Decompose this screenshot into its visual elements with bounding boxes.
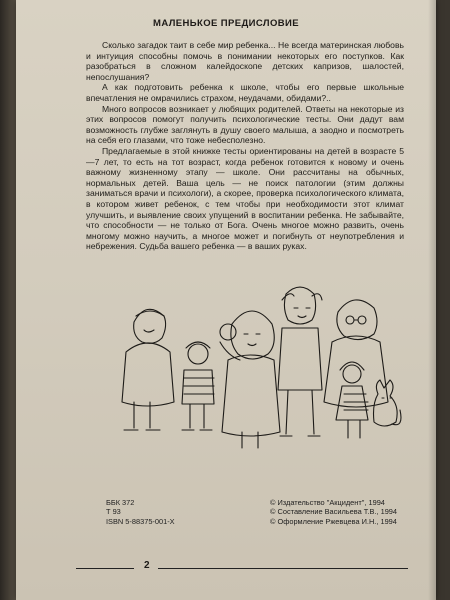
isbn: ISBN 5-88375-001-X xyxy=(106,516,175,526)
footer-rule-left xyxy=(76,568,134,569)
copyright-block xyxy=(270,498,397,526)
page-number: 2 xyxy=(144,560,150,571)
cat-figure xyxy=(374,380,402,426)
family-illustration xyxy=(116,282,406,454)
book-page xyxy=(16,0,436,600)
girl-figure xyxy=(336,362,368,438)
copyright-line: © Оформление Ржевцева И.Н., 1994 xyxy=(270,516,397,526)
paragraph: Сколько загадок таит в себе мир ребенка... Не всегда материнская любовь и интуиция способны помочь в понимании некоторых его поступков. Как разобраться в сложном калейдоскопе детских капризов, шалостей, непослушания? xyxy=(86,40,404,82)
paragraph: Много вопросов возникает у любящих родителей. Ответы на некоторые из этих вопросов помогут получить психологические тесты. Они дадут вам возможность глубже заглянуть в душу своего малыша, а заодно и посмотреть на себя его глазами, что тоже небесполезно. xyxy=(86,103,404,146)
copyright-line: © Составление Васильева Т.В., 1994 xyxy=(270,507,398,517)
bbk-code: ББК 372 xyxy=(106,498,135,507)
copyright-line: © Издательство "Акцидент", 1994 xyxy=(270,498,385,507)
boy-figure xyxy=(182,342,214,430)
grandfather-figure xyxy=(122,309,174,430)
page-title: МАЛЕНЬКОЕ ПРЕДИСЛОВИЕ xyxy=(153,18,299,29)
preface-text xyxy=(86,40,404,252)
page-edge-shadow xyxy=(428,0,436,600)
library-codes xyxy=(106,498,175,526)
author-mark: Т 93 xyxy=(106,507,121,517)
paragraph: А как подготовить ребенка к школе, чтобы его первые школьные впечатления не омрачились страхом, неудачами, обидами?.. xyxy=(86,82,404,103)
footer-rule-right xyxy=(158,568,408,569)
mother-figure xyxy=(220,311,280,448)
paragraph: Предлагаемые в этой книжке тесты ориентированы на детей в возрасте 5—7 лет, то есть на тот возраст, когда ребенок готовится к новому и очень важному жизненному этапу — школе. Они рассчитаны на обычных, нормальных детей. Ваша цель — не поиск патологии (этим должны заниматься врачи и психологи), а скорее, проверка психологического климата, в котором живет ребенок, с тем чтобы при необходимости этот климат улучшить, и выявление своих упущений в воспитании ребенка. Не забывайте, что способности — не только от Бога. Очень многое можно развить, очень многому можно научить, а многое может и погибнуть от неупотребления и небрежения. Судьба вашего ребенка — в ваших руках. xyxy=(86,145,404,252)
father-figure xyxy=(278,287,322,436)
book-spine-shadow xyxy=(0,0,16,600)
grandmother-figure xyxy=(324,300,388,407)
